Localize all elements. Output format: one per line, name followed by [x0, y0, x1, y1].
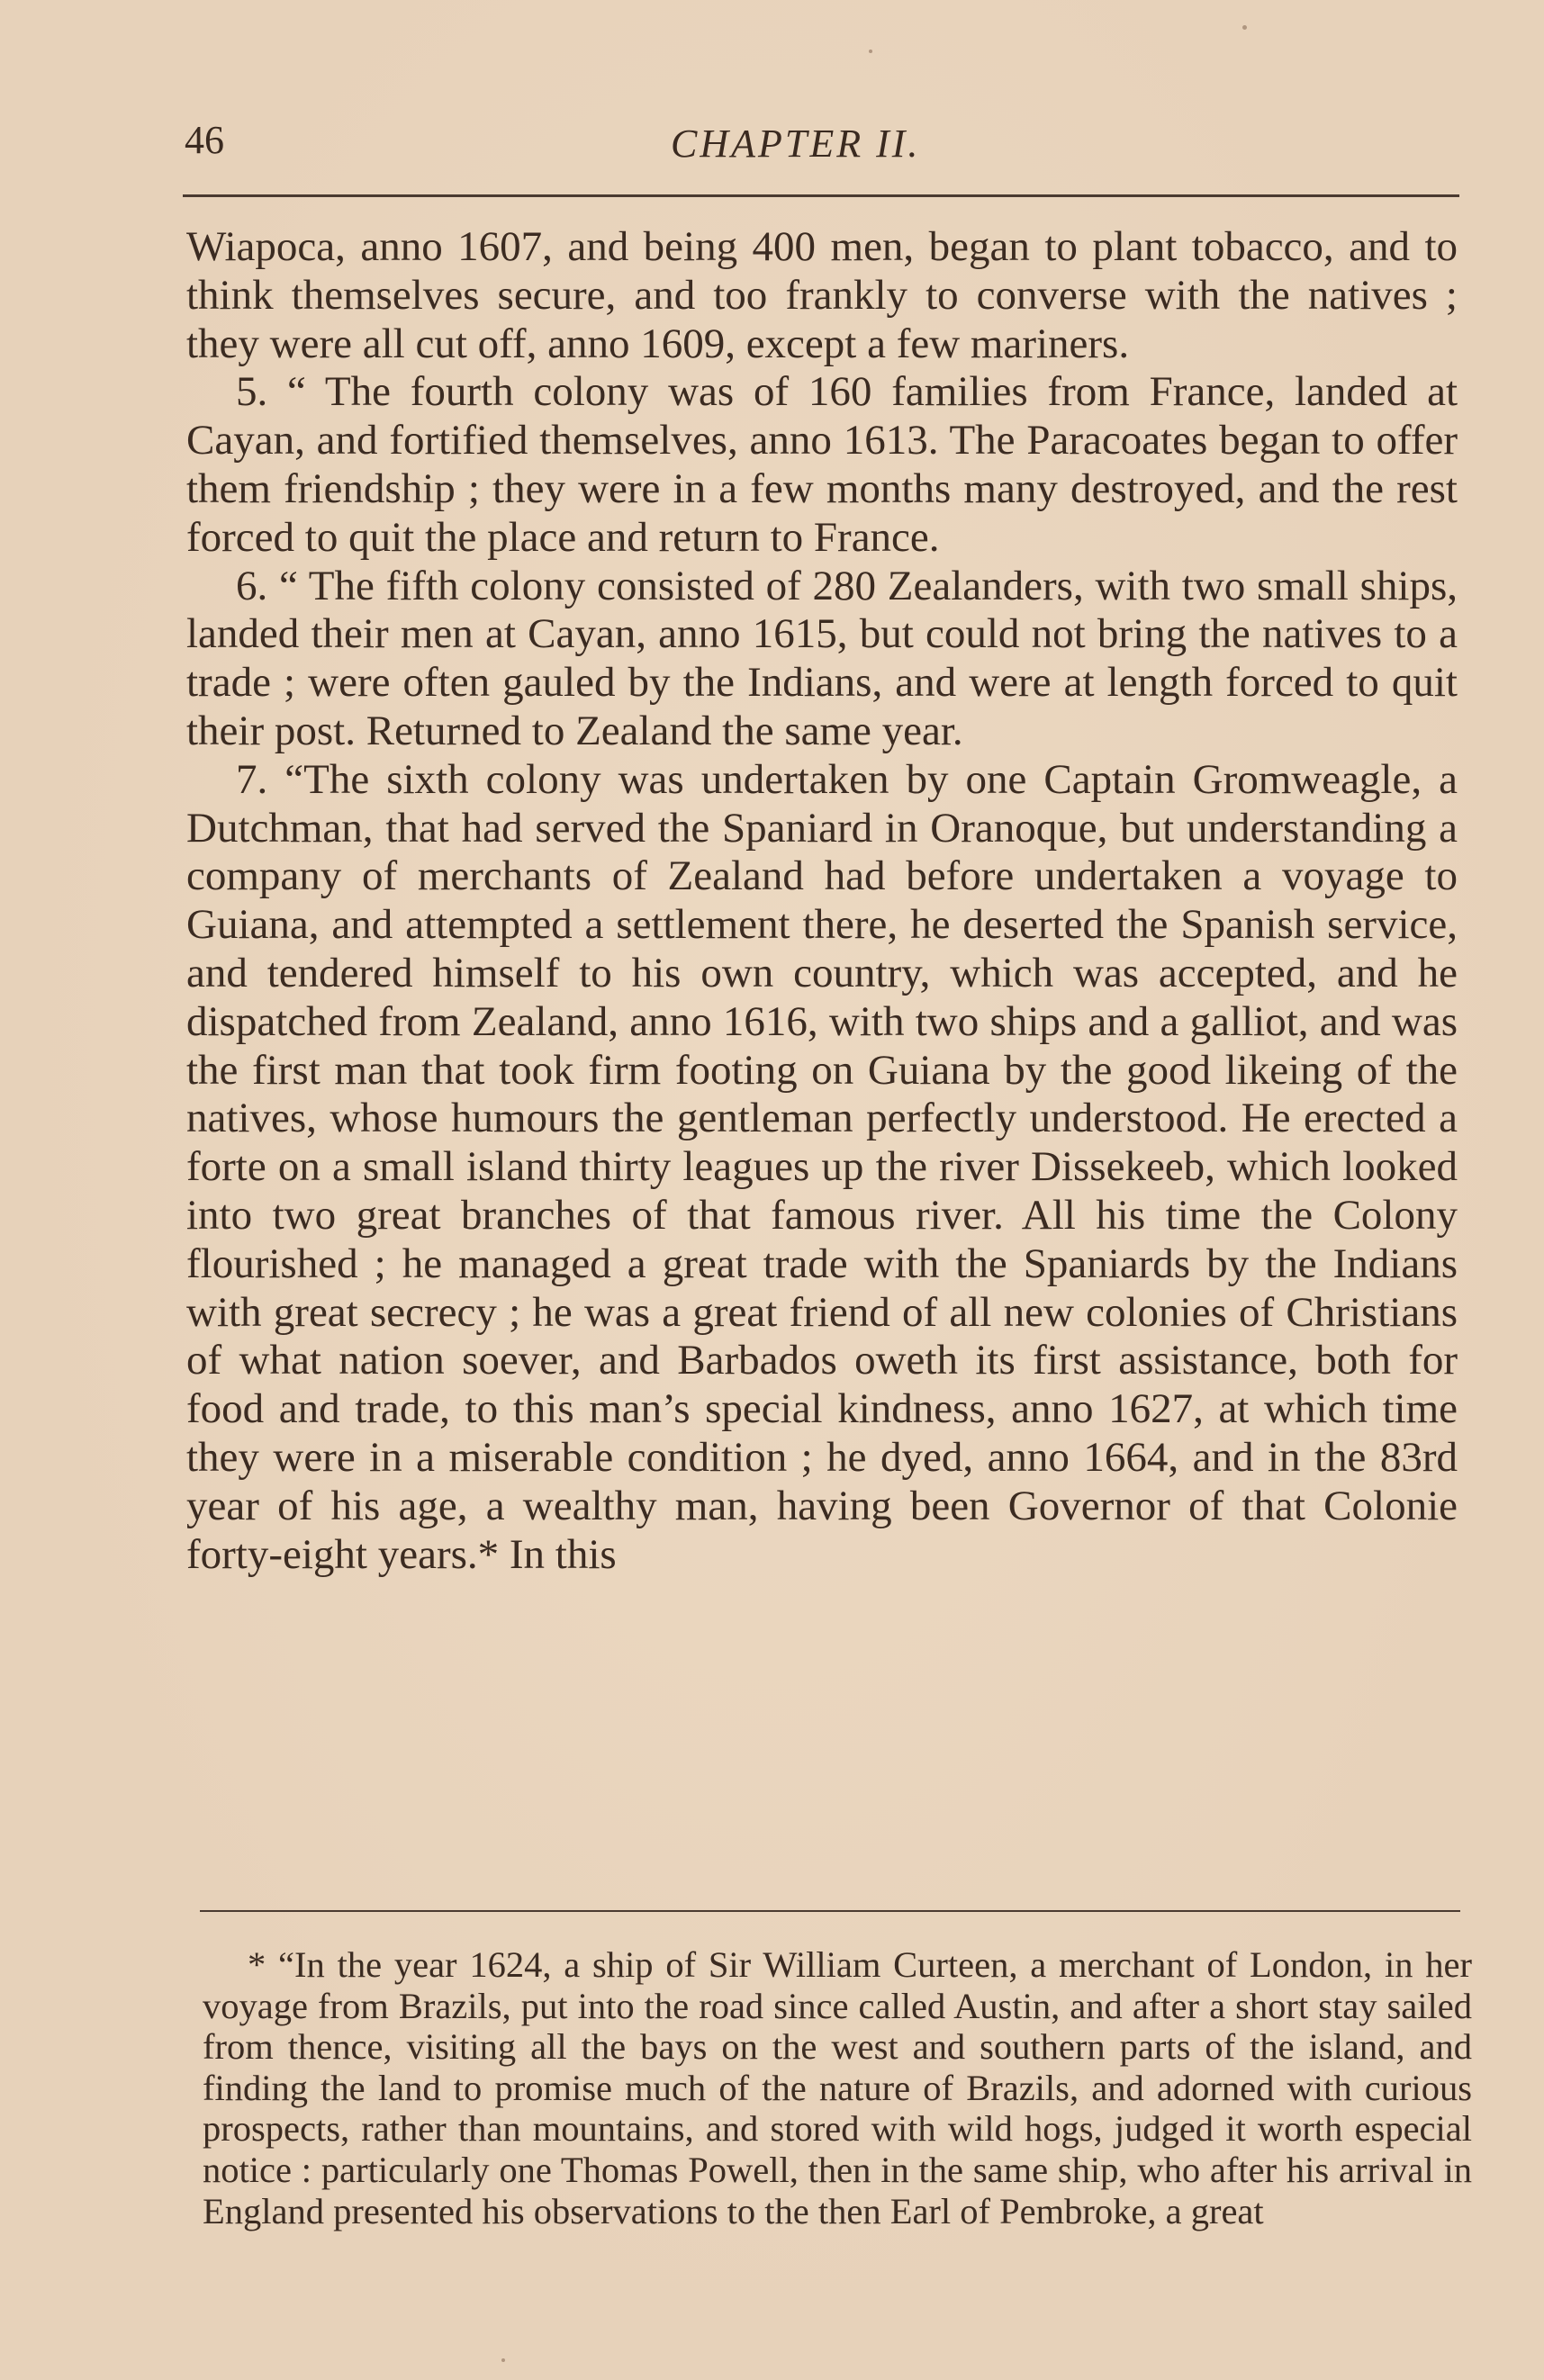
footnote — [203, 1944, 1472, 2231]
footnote-rule — [200, 1910, 1460, 1912]
body-text — [186, 223, 1458, 1579]
header-rule — [183, 194, 1459, 197]
paragraph-continuation: Wiapoca, anno 1607, and being 400 men, began to plant tobacco, and to think themselves secure, and too frankly to converse with the natives ; they were all cut off, anno 1609, except a few mariners. — [186, 223, 1458, 367]
footnote-text: * “In the year 1624, a ship of Sir William Curteen, a merchant of London, in her voyage from Brazils, put into the road since called Austin, and after a short stay sailed from thence, visiting all the bays on the west and southern parts of the island, and finding the land to promise much of the nature of Brazils, and adorned with curious prospects, rather than mountains, and stored with wild hogs, judged it worth especial notice : particularly one Thomas Powell, then in the same ship, who after his arrival in England presented his observations to the then Earl of Pembroke, a great — [203, 1944, 1472, 2231]
page-number: 46 — [185, 118, 224, 162]
paragraph-7: 7. “The sixth colony was undertaken by one Captain Gromweagle, a Dutchman, that had served the Spaniard in Oranoque, but understanding a company of merchants of Zealand had before undertaken a voyage to Guiana, and attempted a settlement there, he deserted the Spanish service, and tendered himself to his own country, which was accepted, and he dispatched from Zealand, anno 1616, with two ships and a galliot, and was the first man that took firm footing on Guiana by the good likeing of the natives, whose humours the gentleman perfectly understood. He erected a forte on a small island thirty leagues up the river Dissekeeb, which looked into two great branches of that famous river. All his time the Colony flourished ; he managed a great trade with the Spaniards by the Indians with great secrecy ; he was a great friend of all new colonies of Christians of what nation soever, and Barbados oweth its first assistance, both for food and trade, to this man’s special kindness, anno 1627, at which time they were in a miserable condition ; he dyed, anno 1664, and in the 83rd year of his age, a wealthy man, having been Governor of that Colonie forty-eight years.* In this — [186, 755, 1458, 1578]
page-header — [185, 117, 1458, 171]
paper-speck — [501, 2358, 505, 2362]
paper-speck — [1242, 25, 1247, 30]
paragraph-6: 6. “ The fifth colony consisted of 280 Zealanders, with two small ships, landed their men at Cayan, anno 1615, but could not bring the natives to a trade ; were often gauled by the Indians, and were at length forced to quit their post. Returned to Zealand the same year. — [186, 562, 1458, 754]
paragraph-5: 5. “ The fourth colony was of 160 families from France, landed at Cayan, and fortified themselves, anno 1613. The Paracoates began to offer them friendship ; they were in a few months many destroyed, and the rest forced to quit the place and return to France. — [186, 368, 1458, 561]
running-head: CHAPTER II. — [671, 122, 921, 166]
paper-speck — [869, 50, 872, 53]
